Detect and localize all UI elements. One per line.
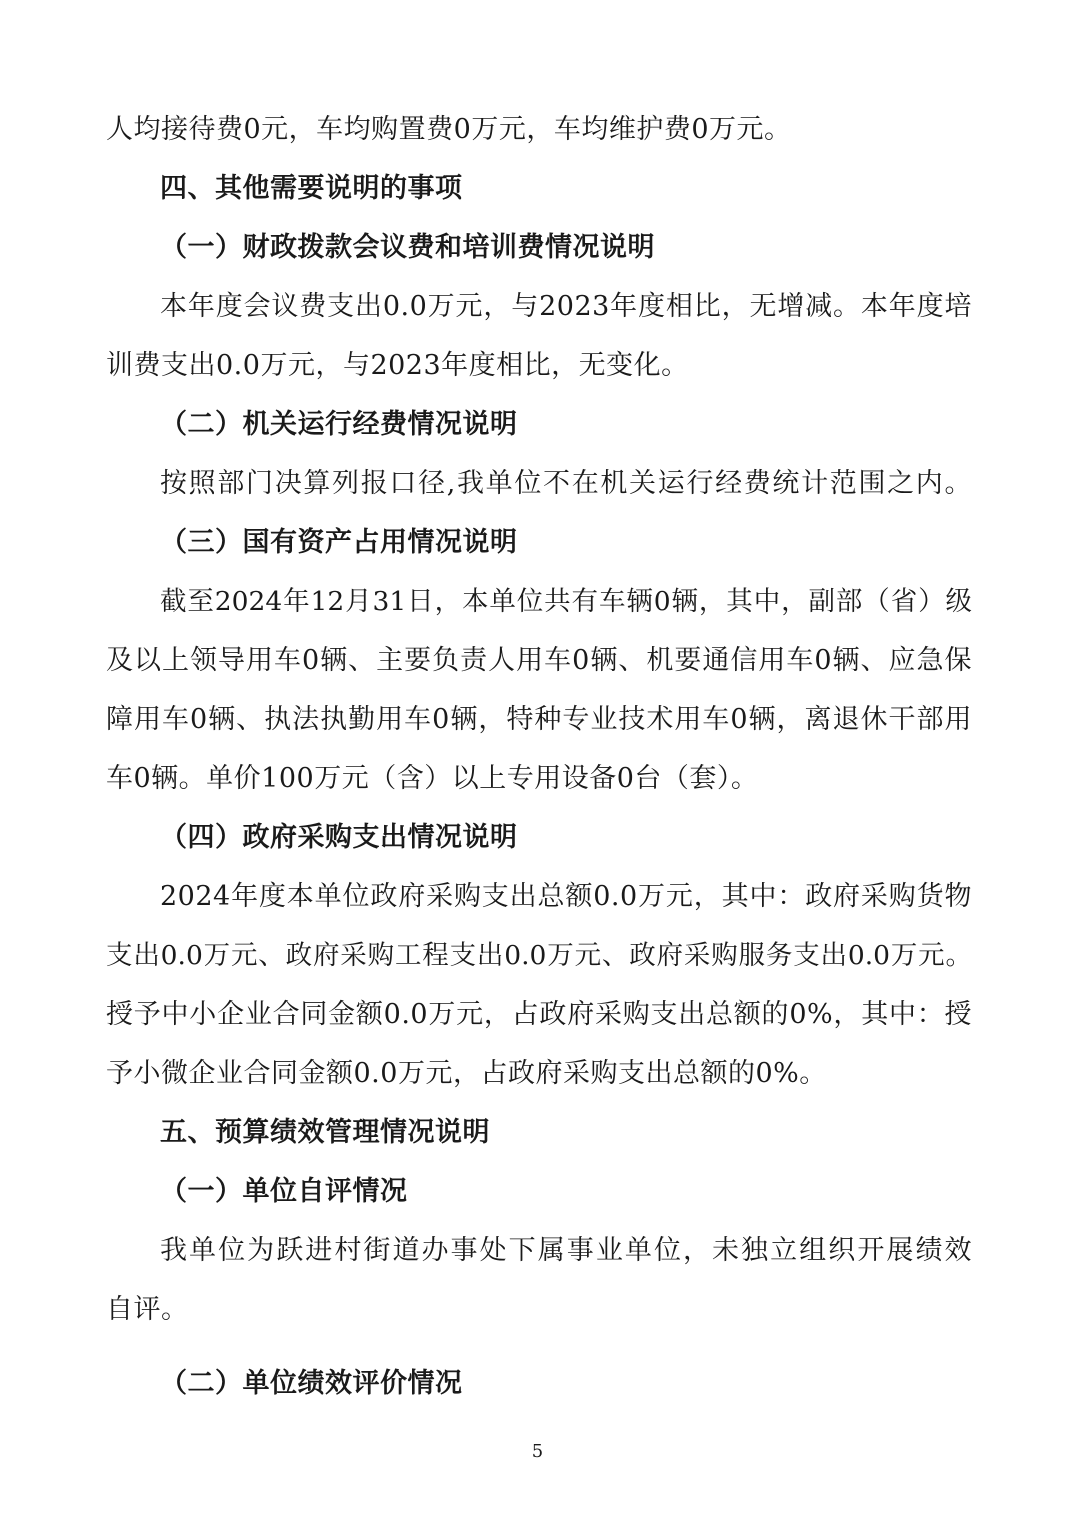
subsection-heading: （三）国有资产占用情况说明 [160, 527, 518, 558]
body-text-line: 支出0.0万元、政府采购工程支出0.0万元、政府采购服务支出0.0万元。 [106, 940, 972, 971]
body-text-line: 人均接待费0元，车均购置费0万元，车均维护费0万元。 [106, 114, 792, 145]
body-text-line: 按照部门决算列报口径,我单位不在机关运行经费统计范围之内。 [160, 468, 972, 499]
section-heading: 四、其他需要说明的事项 [160, 173, 463, 204]
subsection-heading: （四）政府采购支出情况说明 [160, 822, 518, 853]
subsection-heading: （二）机关运行经费情况说明 [160, 409, 518, 440]
body-text-line: 训费支出0.0万元，与2023年度相比，无变化。 [106, 350, 689, 381]
body-text-line: 本年度会议费支出0.0万元，与2023年度相比，无增减。本年度培 [160, 291, 972, 322]
body-text-line: 车0辆。单价100万元（含）以上专用设备0台（套）。 [106, 763, 759, 794]
body-text-line: 自评。 [106, 1294, 189, 1325]
subsection-heading: （一）财政拨款会议费和培训费情况说明 [160, 232, 655, 263]
body-text-line: 及以上领导用车0辆、主要负责人用车0辆、机要通信用车0辆、应急保 [106, 645, 972, 676]
subsection-heading: （一）单位自评情况 [160, 1176, 408, 1207]
section-heading: 五、预算绩效管理情况说明 [160, 1117, 490, 1148]
body-text-line: 截至2024年12月31日，本单位共有车辆0辆，其中，副部（省）级 [160, 586, 972, 617]
page-number: 5 [531, 1441, 544, 1462]
body-text-line: 2024年度本单位政府采购支出总额0.0万元，其中：政府采购货物 [160, 881, 972, 912]
body-text-line: 我单位为跃进村街道办事处下属事业单位，未独立组织开展绩效 [160, 1235, 972, 1266]
body-text-line: 障用车0辆、执法执勤用车0辆，特种专业技术用车0辆，离退休干部用 [106, 704, 972, 735]
body-text-line: 予小微企业合同金额0.0万元，占政府采购支出总额的0%。 [106, 1058, 827, 1089]
body-text-line: 授予中小企业合同金额0.0万元，占政府采购支出总额的0%，其中：授 [106, 999, 972, 1030]
subsection-heading: （二）单位绩效评价情况 [160, 1368, 463, 1399]
